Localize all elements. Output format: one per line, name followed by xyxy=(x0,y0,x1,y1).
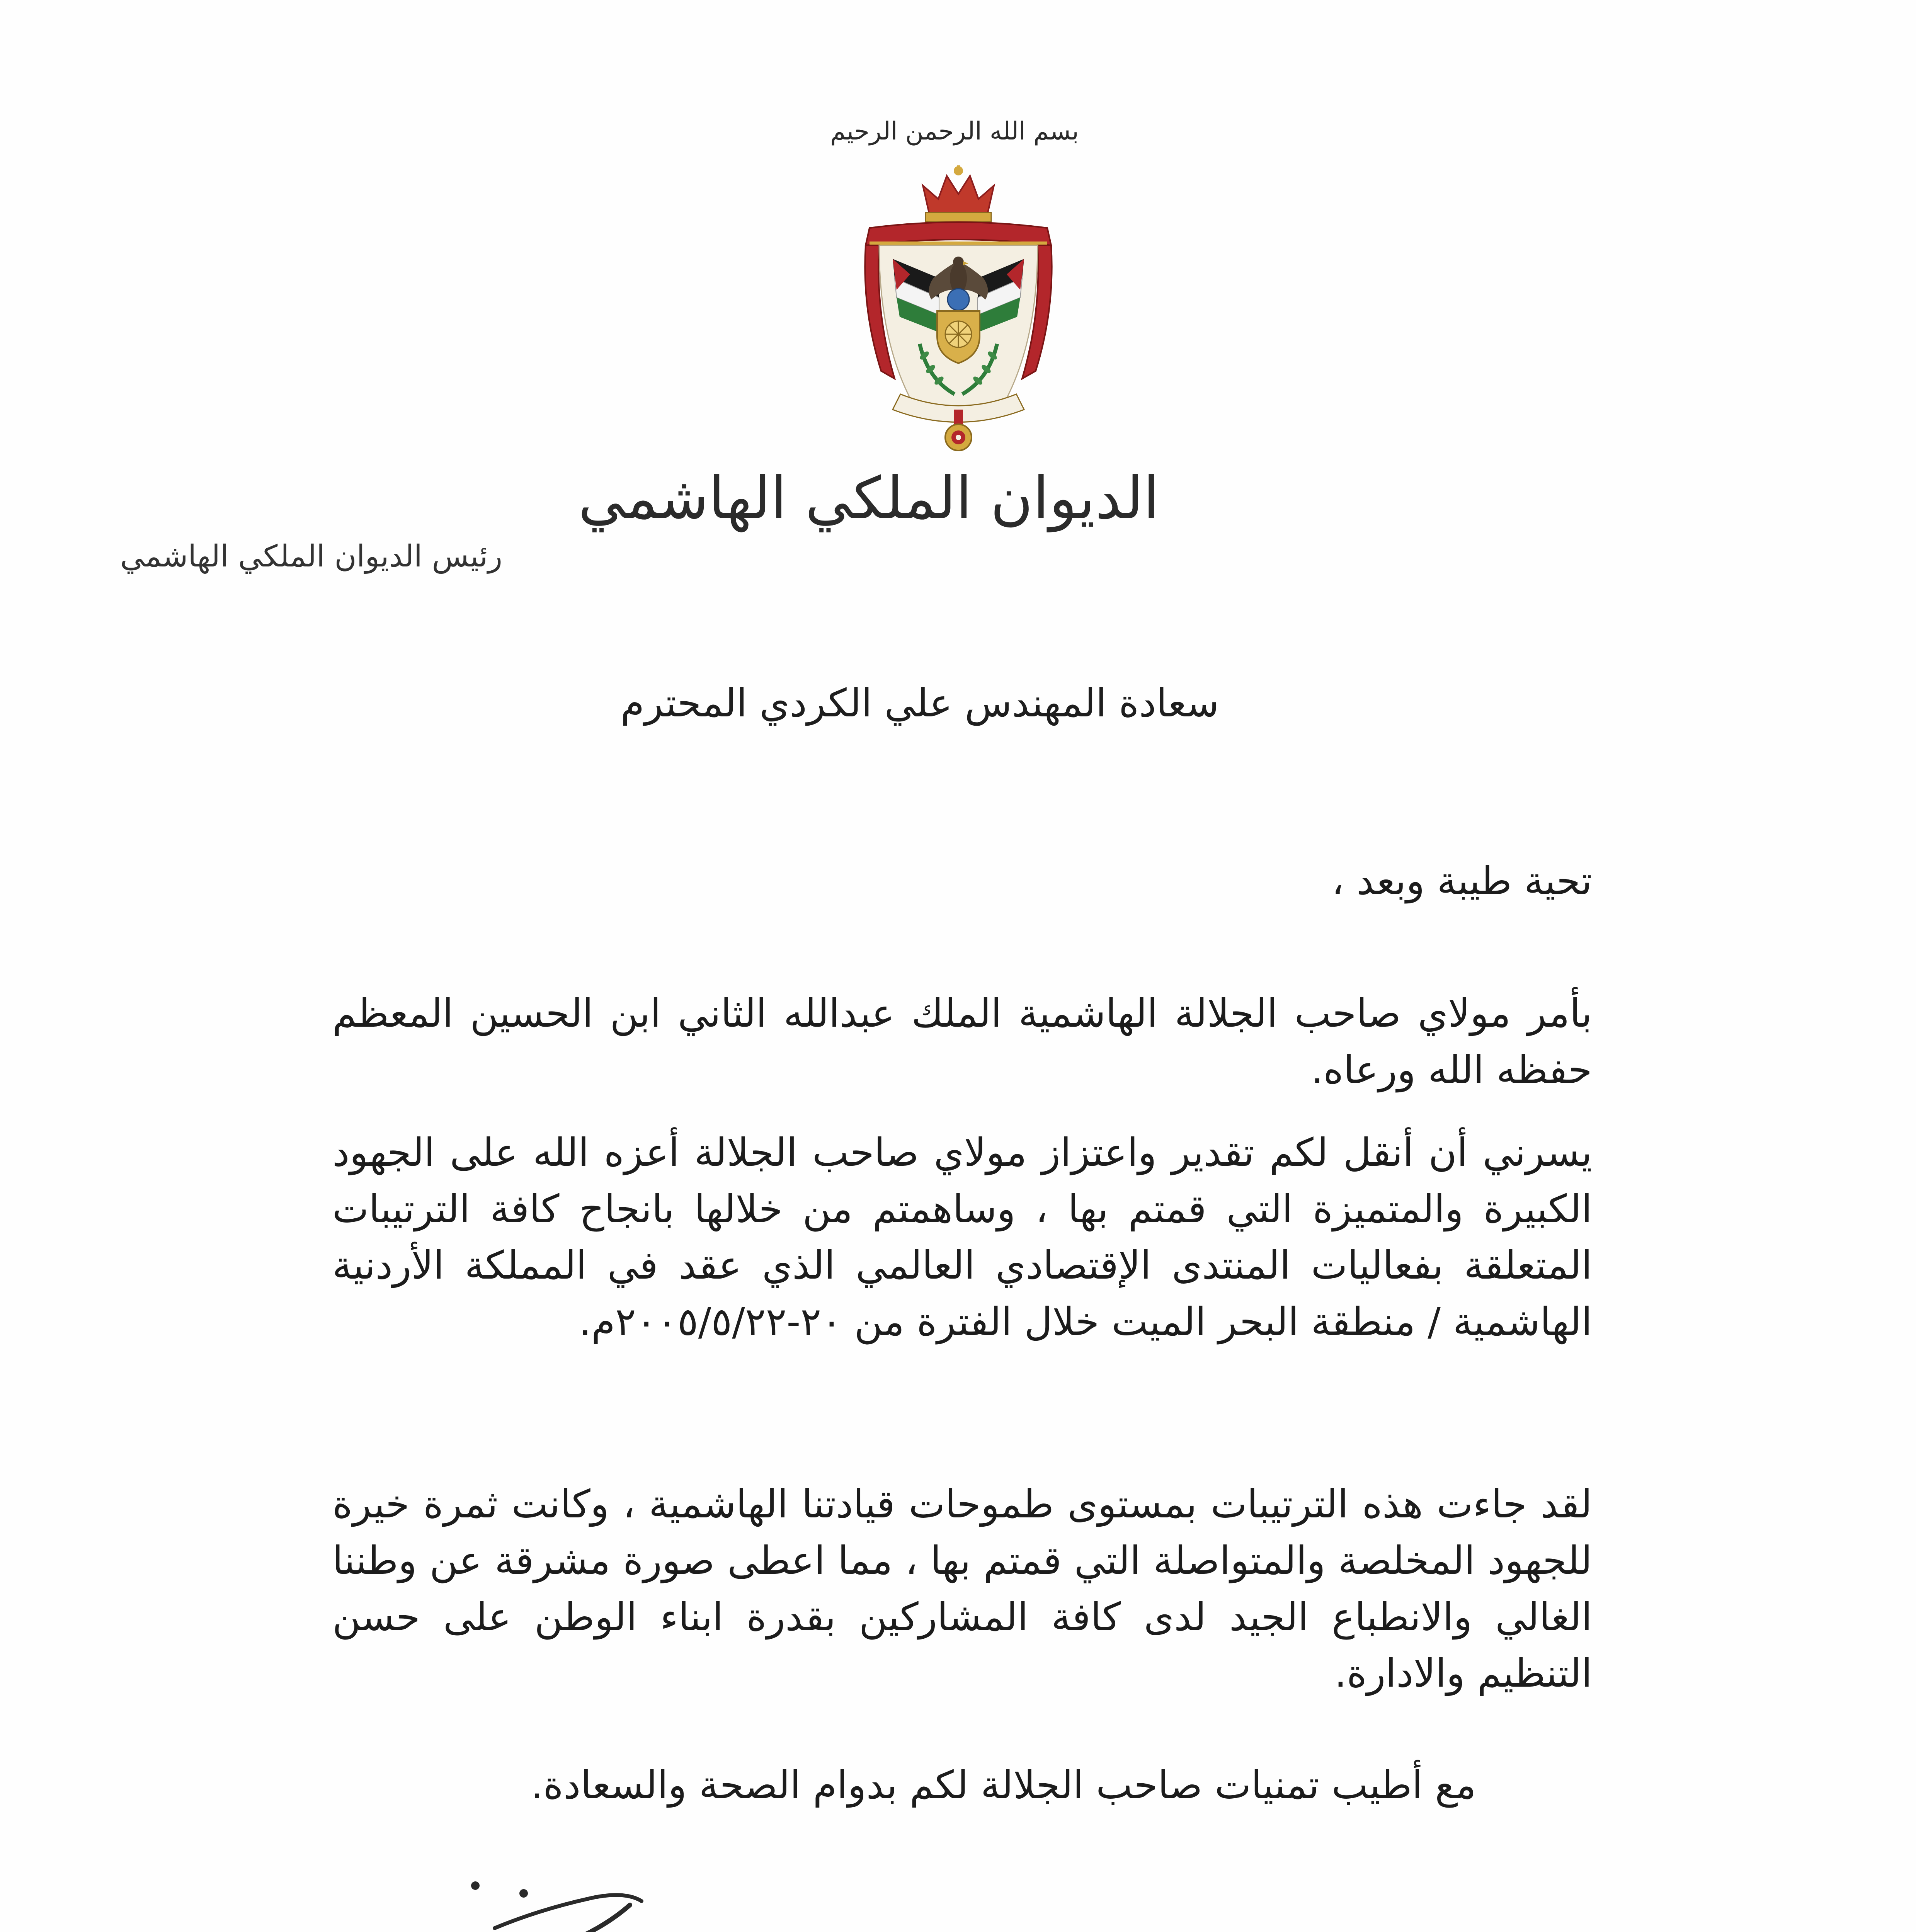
office-title: رئيس الديوان الملكي الهاشمي xyxy=(120,539,502,574)
coat-of-arms-icon xyxy=(842,162,1074,464)
crown-icon xyxy=(923,165,994,222)
paragraph-royal-order: بأمر مولاي صاحب الجلالة الهاشمية الملك عبدالله الثاني ابن الحسين المعظم حفظه الله ورعاه. xyxy=(332,991,1592,1092)
closing-line: مع أطيب تمنيات صاحب الجلالة لكم بدوام الصحة والسعادة. xyxy=(531,1762,1476,1808)
signature-icon xyxy=(294,1851,696,1932)
institution-name: الديوان الملكي الهاشمي xyxy=(578,465,1159,532)
addressee: سعادة المهندس علي الكردي المحترم xyxy=(620,680,1219,726)
paragraph-outcome: لقد جاءت هذه الترتيبات بمستوى طموحات قيادتنا الهاشمية ، وكانت ثمرة خيرة للجهود المخلصة والمتواصلة التي قمتم بها ، مما اعطى صورة مشرقة عن وطننا الغالي والانطباع الجيد لدى كافة المشاركين بقدرة ابناء الوطن على حسن التنظيم والادارة. xyxy=(332,1481,1592,1696)
basmala: بسم الله الرحمن الرحيم xyxy=(830,117,1079,146)
greeting: تحية طيبة وبعد ، xyxy=(1331,858,1592,903)
paragraph-appreciation: يسرني أن أنقل لكم تقدير واعتزاز مولاي صاحب الجلالة أعزه الله على الجهود الكبيرة والمتميزة التي قمتم بها ، وساهمتم من خلالها بانجاح كافة الترتيبات المتعلقة بفعاليات المنتدى الإقتصادي العالمي الذي عقد في المملكة الأردنية الهاشمية / منطقة البحر الميت خلال الفترة من ٢٠-٢٠٠٥/٥/٢٢م. xyxy=(332,1130,1592,1344)
